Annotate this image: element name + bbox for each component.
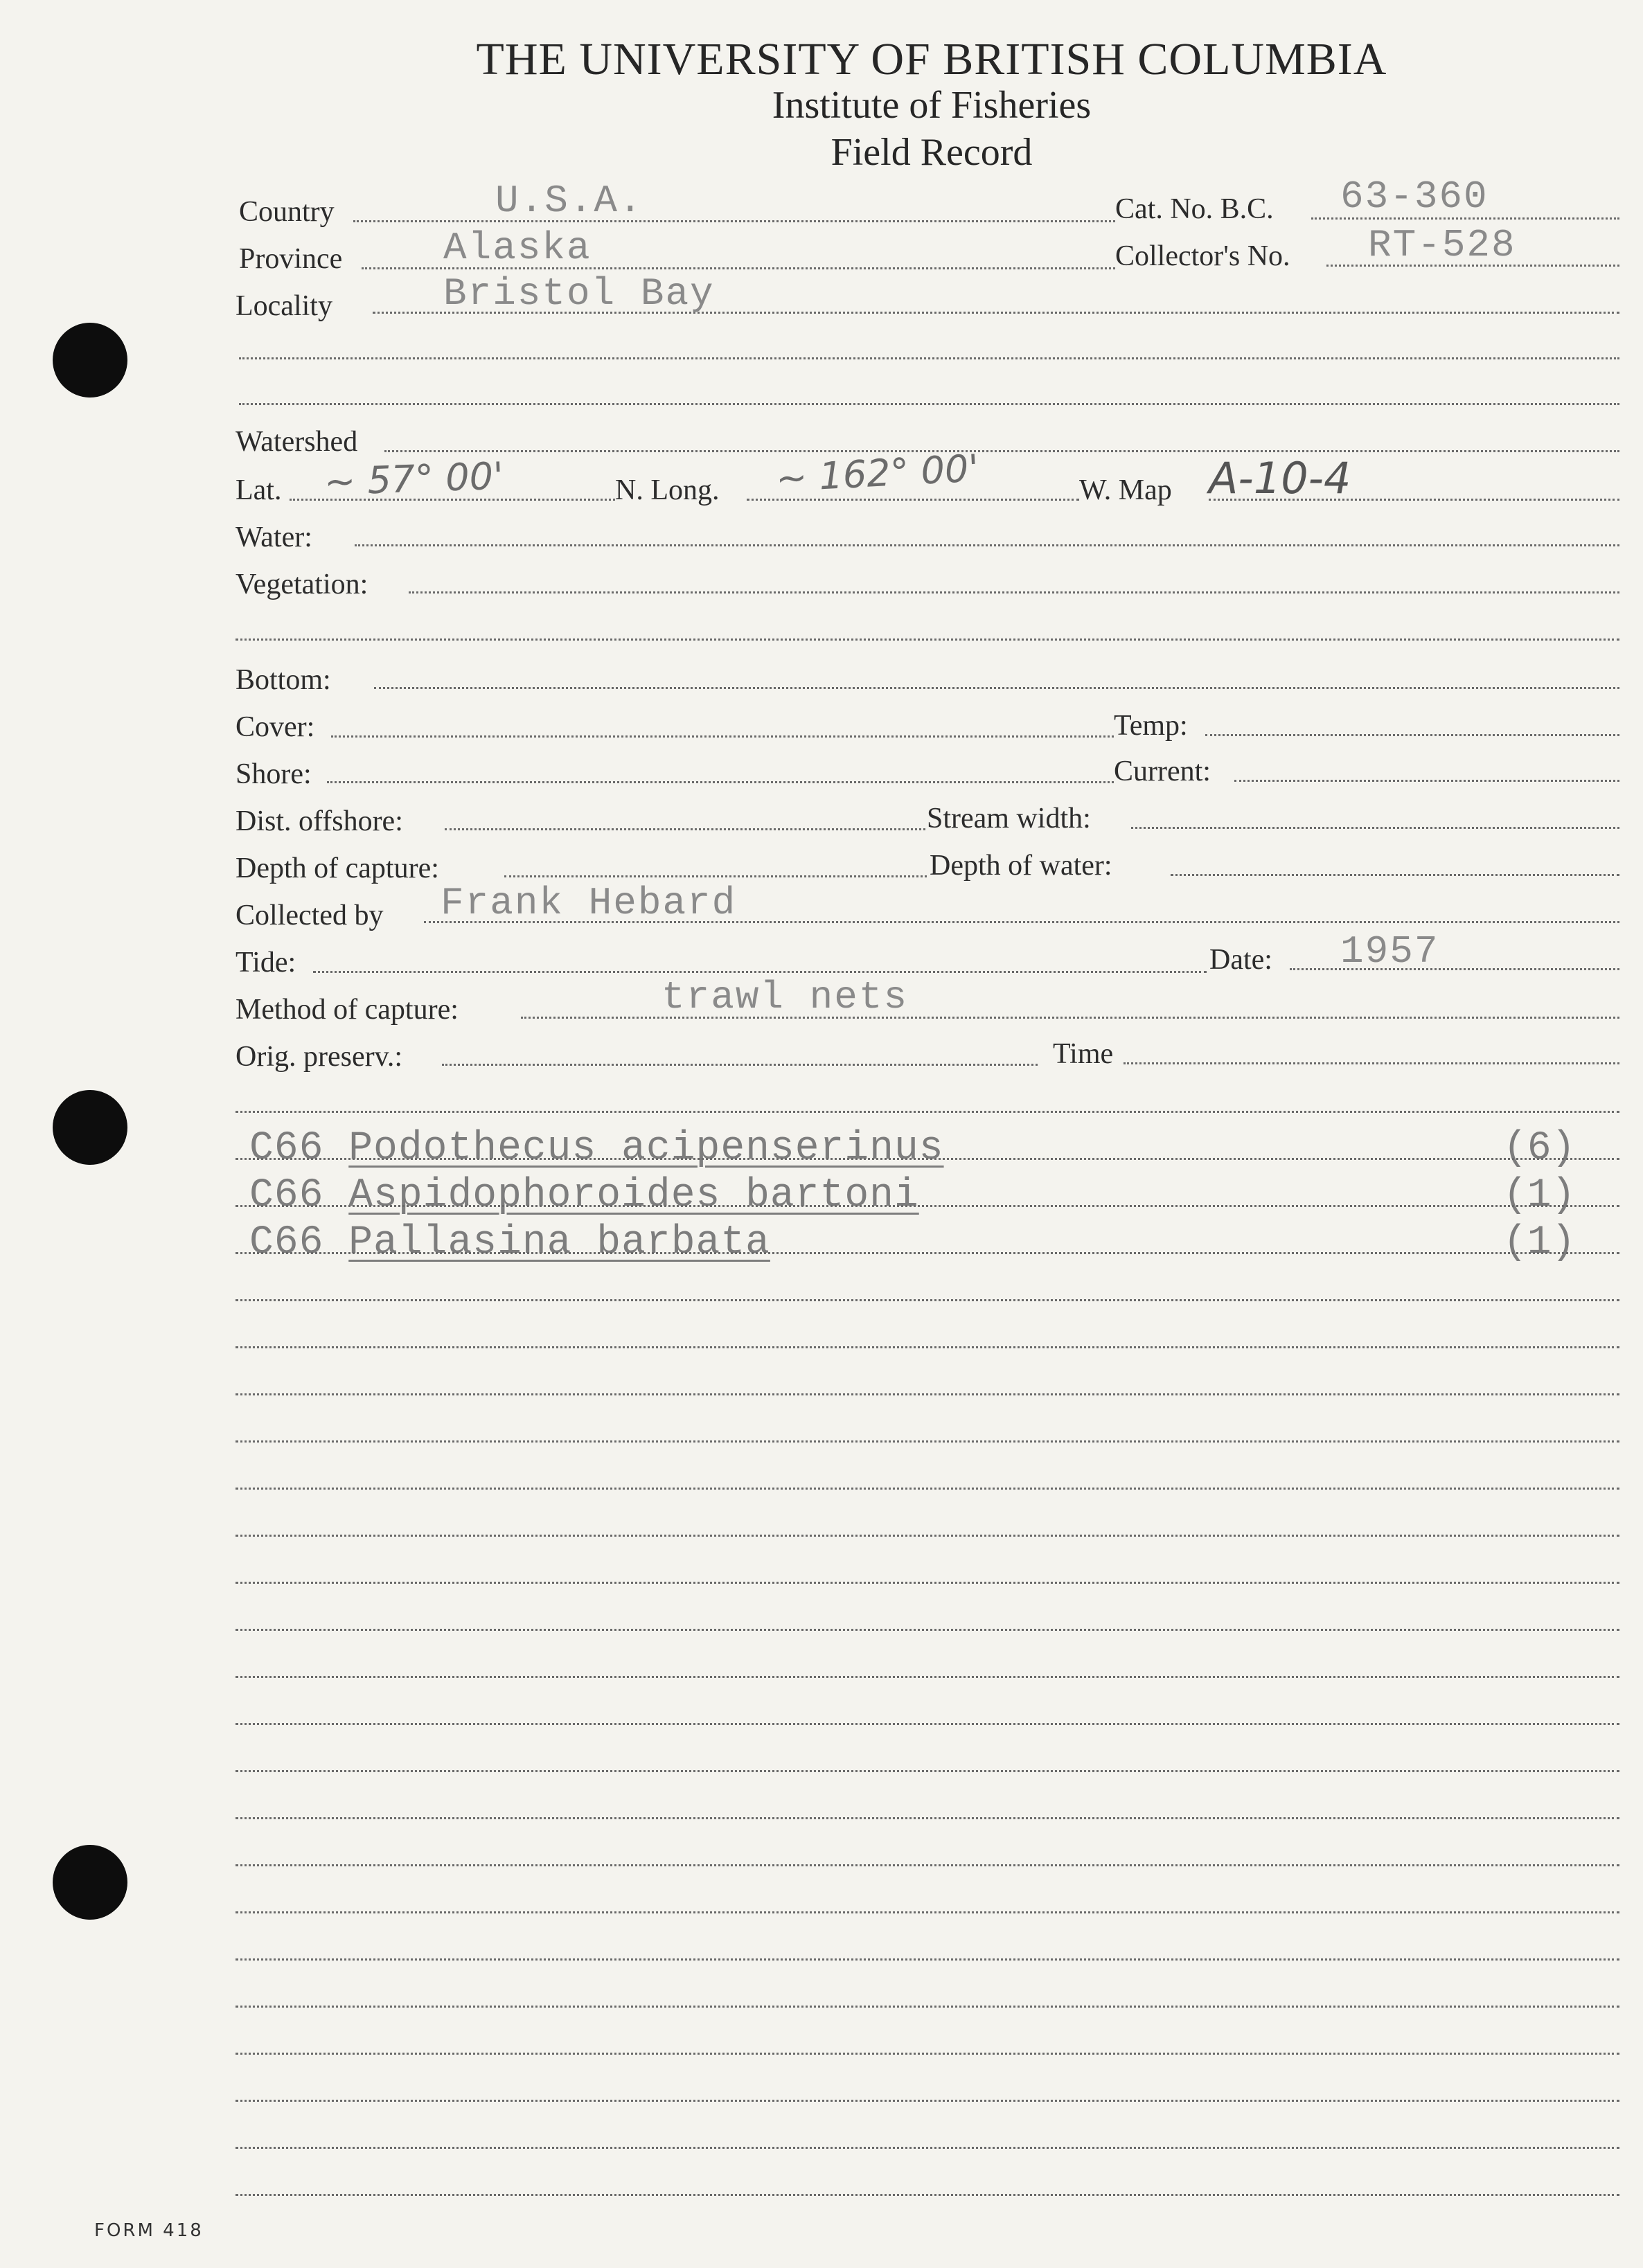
dist-offshore-label: Dist. offshore: xyxy=(236,805,403,837)
ruled-line xyxy=(236,1629,1619,1631)
ruled-line xyxy=(236,2053,1619,2055)
record-title: Field Record xyxy=(831,131,1033,174)
punch-hole-top xyxy=(53,323,127,398)
locality-line-3 xyxy=(239,403,1619,405)
species-row xyxy=(249,1126,944,1171)
ruled-line xyxy=(236,1488,1619,1490)
punch-hole-bottom xyxy=(53,1845,127,1920)
species-line-3 xyxy=(236,1252,1619,1254)
water-label: Water: xyxy=(236,521,312,553)
current-line xyxy=(1234,780,1619,782)
long-value: ~ 162° 00' xyxy=(774,446,980,501)
method-value: trawl nets xyxy=(661,975,909,1019)
ruled-line xyxy=(236,1723,1619,1725)
punch-hole-middle xyxy=(53,1090,127,1165)
country-line xyxy=(353,220,1115,222)
date-value: 1957 xyxy=(1340,929,1439,974)
method-label: Method of capture: xyxy=(236,994,459,1026)
date-line xyxy=(1290,968,1619,970)
time-label: Time xyxy=(1053,1038,1114,1070)
depth-water-line xyxy=(1171,874,1619,876)
cat-no-value: 63-360 xyxy=(1340,175,1489,219)
ruled-line xyxy=(236,2194,1619,2196)
institute-title: Institute of Fisheries xyxy=(772,84,1092,127)
bottom-line xyxy=(374,687,1619,689)
ruled-line xyxy=(236,1817,1619,1819)
ruled-line xyxy=(236,1393,1619,1395)
species-count: (1) xyxy=(1503,1173,1576,1218)
watershed-label: Watershed xyxy=(236,426,358,458)
map-value: A-10-4 xyxy=(1209,453,1351,503)
ruled-line xyxy=(236,1864,1619,1866)
temp-line xyxy=(1205,734,1619,736)
collector-no-label: Collector's No. xyxy=(1115,240,1290,272)
species-name: Aspidophoroides bartoni xyxy=(348,1173,919,1218)
species-code: C66 xyxy=(249,1173,324,1218)
depth-water-label: Depth of water: xyxy=(930,850,1112,882)
ruled-line xyxy=(236,1958,1619,1961)
species-name: Podothecus acipenserinus xyxy=(348,1126,944,1171)
time-line xyxy=(1124,1062,1619,1064)
tide-line xyxy=(313,971,1207,973)
country-value: U.S.A. xyxy=(495,179,643,223)
ruled-line xyxy=(236,1299,1619,1301)
species-code: C66 xyxy=(249,1220,324,1265)
vegetation-line-2 xyxy=(236,639,1619,641)
ruled-line xyxy=(236,1440,1619,1443)
lat-value: ~ 57° 00' xyxy=(323,454,504,504)
species-name: Pallasina barbata xyxy=(348,1220,770,1265)
water-line xyxy=(355,544,1619,546)
n-long-label: N. Long. xyxy=(615,474,720,506)
species-row xyxy=(249,1220,770,1265)
species-count: (1) xyxy=(1503,1220,1576,1265)
university-title: THE UNIVERSITY OF BRITISH COLUMBIA xyxy=(476,34,1387,84)
dist-offshore-line xyxy=(445,828,925,830)
depth-capture-label: Depth of capture: xyxy=(236,852,439,884)
temp-label: Temp: xyxy=(1114,710,1188,742)
date-label: Date: xyxy=(1209,944,1272,976)
locality-value: Bristol Bay xyxy=(443,271,715,316)
vegetation-line xyxy=(409,591,1619,593)
lat-label: Lat. xyxy=(236,474,282,506)
ruled-line xyxy=(236,1346,1619,1348)
tide-label: Tide: xyxy=(236,947,296,979)
collected-by-label: Collected by xyxy=(236,900,384,931)
ruled-line xyxy=(236,1535,1619,1537)
ruled-line xyxy=(236,1676,1619,1678)
species-line-1 xyxy=(236,1158,1619,1160)
ruled-line xyxy=(236,2006,1619,2008)
ruled-line xyxy=(236,2100,1619,2102)
bottom-label: Bottom: xyxy=(236,664,331,696)
shore-label: Shore: xyxy=(236,758,312,790)
locality-label: Locality xyxy=(236,290,332,322)
ruled-line xyxy=(236,1911,1619,1913)
species-code: C66 xyxy=(249,1126,324,1171)
collected-by-value: Frank Hebard xyxy=(441,881,737,925)
collector-no-value: RT-528 xyxy=(1368,223,1516,267)
province-label: Province xyxy=(239,243,343,275)
province-value: Alaska xyxy=(443,226,592,270)
cover-line xyxy=(331,735,1114,738)
orig-preserv-line xyxy=(442,1064,1038,1066)
ruled-line xyxy=(236,2147,1619,2149)
ruled-line xyxy=(236,1770,1619,1772)
w-map-label: W. Map xyxy=(1079,474,1172,506)
vegetation-label: Vegetation: xyxy=(236,569,368,600)
species-row xyxy=(249,1173,919,1218)
cover-label: Cover: xyxy=(236,711,315,743)
country-label: Country xyxy=(239,196,335,228)
blank-line-1 xyxy=(236,1111,1619,1113)
cat-no-label: Cat. No. B.C. xyxy=(1115,193,1274,225)
locality-line-2 xyxy=(239,357,1619,359)
stream-width-line xyxy=(1131,827,1619,829)
watershed-line xyxy=(384,450,1619,452)
ruled-line xyxy=(236,1582,1619,1584)
species-count: (6) xyxy=(1503,1126,1576,1171)
stream-width-label: Stream width: xyxy=(927,803,1091,834)
shore-line xyxy=(327,781,1114,783)
current-label: Current: xyxy=(1114,756,1211,787)
species-line-2 xyxy=(236,1205,1619,1207)
form-number: FORM 418 xyxy=(94,2220,204,2241)
depth-capture-line xyxy=(504,875,927,877)
orig-preserv-label: Orig. preserv.: xyxy=(236,1041,403,1073)
